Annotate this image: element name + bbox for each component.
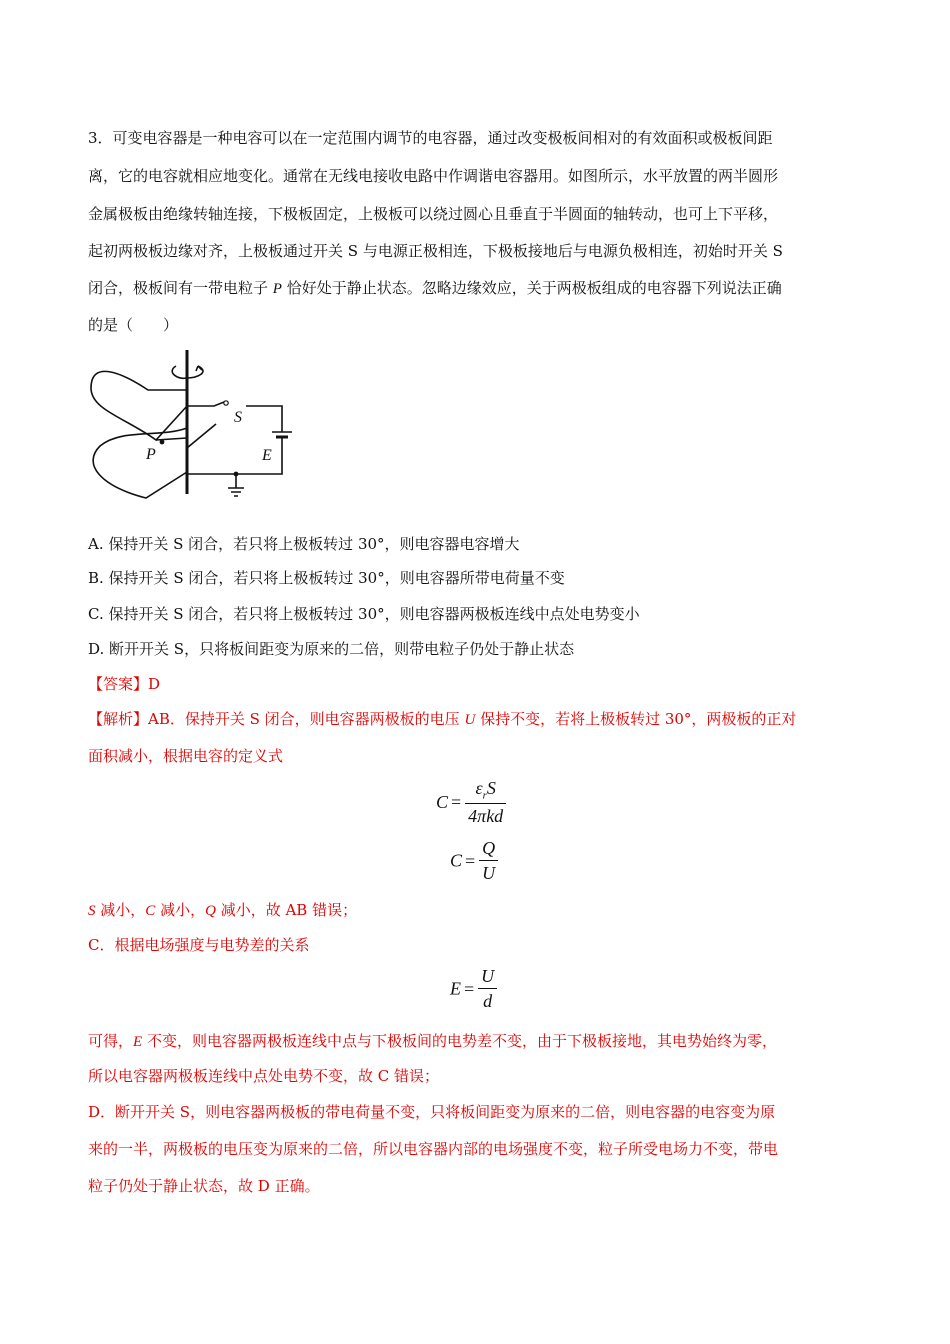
particle-dot: [160, 440, 165, 445]
formula-capacitance-definition: [436, 778, 506, 827]
formula-1-denominator: 4πkd: [468, 805, 504, 826]
upper-wire: [187, 402, 224, 406]
lower-plate-rim: [187, 424, 216, 448]
analysis-line-6: 所以电容器两极板连线中点处电势不变，故 C 错误；: [88, 1067, 440, 1085]
analysis-line-8: 来的一半，两极板的电压变为原来的二倍，所以电容器内部的电场强度不变，粒子所受电场力不变，带电: [88, 1140, 779, 1158]
switch-contact: [224, 401, 228, 405]
formula-1-lhs: C: [436, 791, 449, 812]
analysis-line-5-a: 可得，: [88, 1032, 134, 1050]
question-line-5-b: 恰好处于静止状态。忽略边缘效应，关于两极板组成的电容器下列说法正确: [281, 279, 782, 297]
analysis-line-7: D．断开开关 S，则电容器两极板的带电荷量不变，只将板间距变为原来的二倍，则电容器的电容变为原: [88, 1103, 776, 1121]
particle-label: P: [146, 446, 156, 463]
analysis-line-4: C．根据电场强度与电势差的关系: [88, 936, 310, 954]
option-d: D. 断开开关 S，只将板间距变为原来的二倍，则带电粒子仍处于静止状态: [88, 640, 575, 658]
formula-capacitance-charge: [450, 838, 498, 884]
formula-field-strength: [450, 966, 497, 1012]
switch-wire: [246, 406, 282, 432]
analysis-line-5-b: 不变，则电容器两极板连线中点与下极板间的电势差不变，由于下极板接地，其电势始终为零，: [142, 1032, 777, 1050]
question-line-2: 离，它的电容就相应地变化。通常在无线电接收电路中作调谐电容器用。如图所示，水平放置的两半圆形: [88, 167, 779, 185]
analysis-line-3-b: 减小，: [155, 901, 206, 919]
symbol-U: U: [464, 712, 476, 728]
formula-3-lhs: E: [450, 978, 461, 999]
formula-3-numerator: U: [478, 966, 497, 989]
formula-1-numerator: [465, 778, 506, 804]
symbol-S: S: [88, 903, 96, 919]
question-line-5: [88, 278, 782, 299]
rotation-arrowhead: [196, 366, 202, 371]
answer-line: 【答案】D: [88, 675, 161, 693]
analysis-line-2: 面积减小，根据电容的定义式: [88, 747, 284, 765]
formula-3-eq: =: [464, 978, 475, 999]
question-line-6: 的是（ ）: [88, 316, 179, 334]
symbol-Q: Q: [205, 903, 216, 919]
formula-2-denominator: U: [482, 863, 496, 883]
question-line-3: 金属极板由绝缘转轴连接，下极板固定，上极板可以绕过圆心且垂直于半圆面的轴转动，也可上下平移，: [88, 205, 779, 223]
question-line-1: 3．可变电容器是一种电容可以在一定范围内调节的电容器，通过改变极板间相对的有效面积或极板间距: [88, 129, 773, 147]
lower-plate-edge: [156, 438, 187, 440]
formula-1-subscript: r: [482, 789, 487, 802]
formula-1-fraction: [465, 778, 506, 827]
ground-junction: [234, 472, 239, 477]
formula-2-eq: =: [465, 850, 476, 871]
analysis-line-3: [88, 900, 357, 921]
symbol-C: C: [145, 903, 156, 919]
formula-2-fraction: [479, 838, 498, 884]
analysis-line-5: [88, 1031, 777, 1052]
particle-symbol: P: [272, 281, 282, 297]
formula-2-lhs: C: [450, 850, 463, 871]
formula-1-eq: =: [451, 791, 462, 812]
formula-1-epsilon: ε: [475, 778, 483, 798]
upper-plate: [91, 371, 187, 440]
battery-label: E: [262, 447, 272, 464]
formula-2-numerator: Q: [479, 838, 498, 861]
analysis-line-1-a: 【解析】AB．保持开关 S 闭合，则电容器两极板的电压: [88, 710, 465, 728]
option-a: A. 保持开关 S 闭合，若只将上极板转过 30°，则电容器电容增大: [88, 535, 520, 553]
option-b: B. 保持开关 S 闭合，若只将上极板转过 30°，则电容器所带电荷量不变: [88, 569, 565, 587]
switch-label: S: [234, 409, 242, 426]
option-c: C. 保持开关 S 闭合，若只将上极板转过 30°，则电容器两极板连线中点处电势变小: [88, 605, 640, 623]
symbol-E: E: [133, 1034, 143, 1050]
capacitor-figure: [86, 348, 306, 510]
formula-3-denominator: d: [483, 991, 493, 1011]
analysis-line-1: [88, 709, 796, 730]
question-line-5-a: 闭合，极板间有一带电粒子: [88, 279, 273, 297]
ground-symbol: [228, 474, 244, 496]
analysis-line-3-a: 减小，: [95, 901, 146, 919]
analysis-line-9: 粒子仍处于静止状态，故 D 正确。: [88, 1177, 320, 1195]
analysis-line-3-c: 减小，故 AB 错误；: [215, 901, 358, 919]
formula-1-S: S: [486, 778, 496, 798]
formula-3-fraction: [478, 966, 497, 1012]
analysis-line-1-b: 保持不变，若将上极板转过 30°，两极板的正对: [475, 710, 797, 728]
question-line-4: 起初两极板边缘对齐，上极板通过开关 S 与电源正极相连，下极板接地后与电源负极相连，初始时开关 S: [88, 242, 783, 260]
capacitor-diagram: [86, 348, 306, 510]
